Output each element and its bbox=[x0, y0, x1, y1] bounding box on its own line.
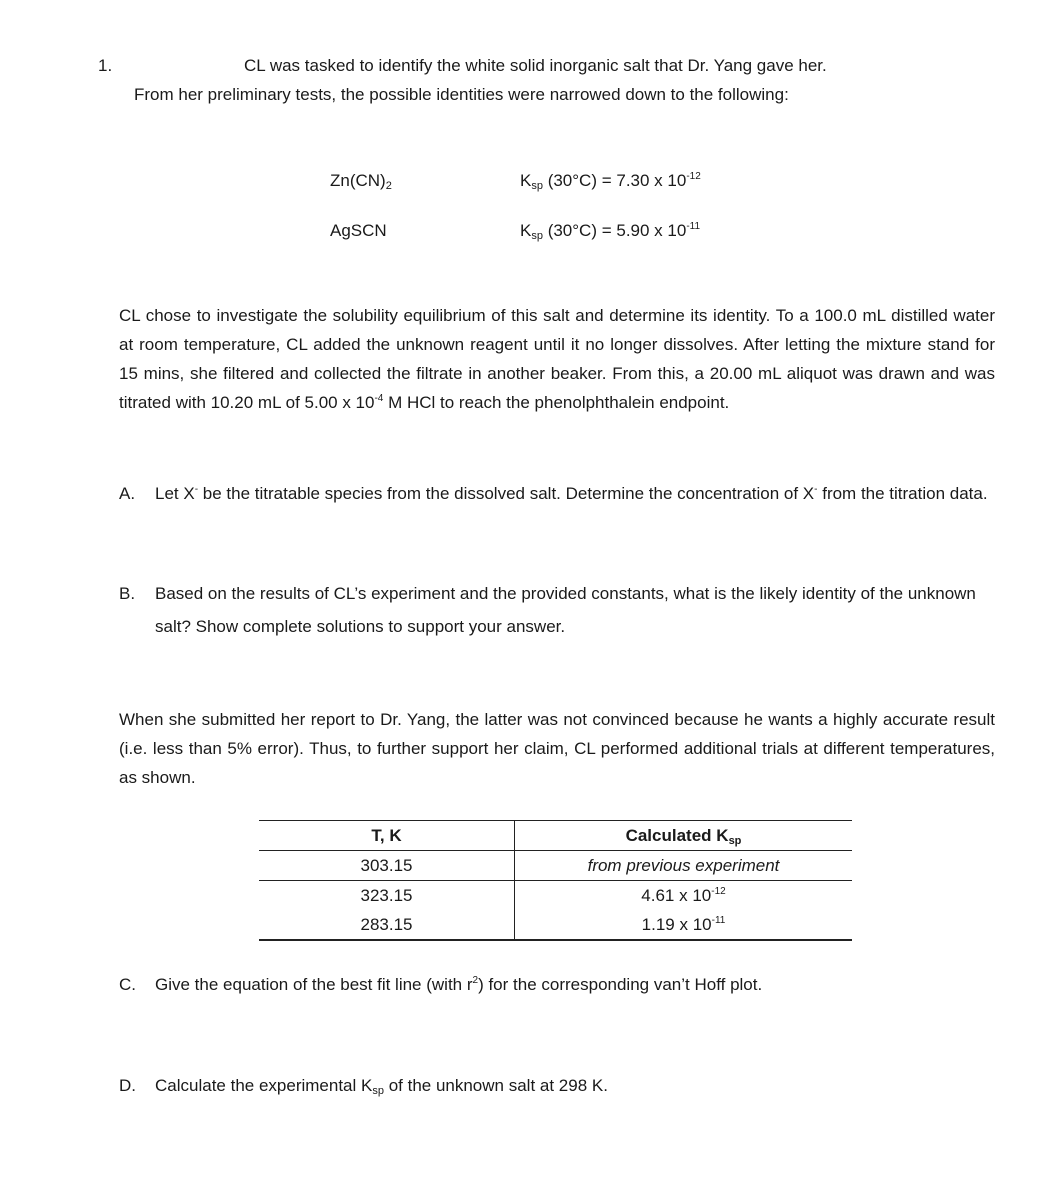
table-cell-ksp: from previous experiment bbox=[515, 851, 853, 881]
salt-ksp-zinc-cyanide: $K_{sp}$ (30°C) = 7.30 x $10^{-12}$ bbox=[520, 171, 701, 192]
table-header-row bbox=[259, 821, 852, 851]
table-cell-ksp: 4.61 x $10^{-12}$ bbox=[641, 886, 726, 905]
question-d-text: Calculate the experimental $K_{sp}$ of the unknown salt at 298 K. bbox=[155, 1076, 608, 1097]
table-row bbox=[259, 910, 852, 940]
question-c-label: C. bbox=[119, 975, 136, 994]
question-d-label: D. bbox=[119, 1076, 136, 1095]
question-c-text: Give the equation of the best fit line (with $r^2$) for the corresponding van’t Hoff plot. bbox=[155, 975, 763, 994]
procedure-paragraph: CL chose to investigate the solubility equilibrium of this salt and determine its identity. To a 100.0 mL distilled water at room temperature, CL added the unknown reagent until it no longer dissolves. After letting the mixture stand for 15 mins, she filtered and collected the filtrate in another beaker. From this, a 20.00 mL aliquot was drawn and was titrated with 10.20 mL of 5.00 x $10^{-4}$ M HCl to reach the phenolphthalein endpoint. bbox=[119, 306, 995, 412]
ksp-temperature-table bbox=[259, 820, 852, 941]
table-cell-temperature: 283.15 bbox=[259, 910, 515, 940]
question-b-label: B. bbox=[119, 584, 136, 603]
table-cell-ksp: 1.19 x $10^{-11}$ bbox=[515, 910, 853, 940]
salt-formula-zinc-cyanide: $Zn(CN)_2$ bbox=[330, 171, 392, 192]
table-cell-temperature: 323.15 bbox=[259, 881, 515, 911]
table-header-ksp: Calculated $K_{sp}$ bbox=[515, 821, 853, 851]
salt-ksp-silver-thiocyanate: $K_{sp}$ (30°C) = 5.90 x $10^{-11}$ bbox=[520, 221, 701, 242]
table-row bbox=[259, 851, 852, 881]
salt-formula-silver-thiocyanate: AgSCN bbox=[330, 221, 387, 240]
followup-paragraph: When she submitted her report to Dr. Yang, the latter was not convinced because he wants a highly accurate result (i.e. less than 5% error). Thus, to further support her claim, CL performed additional trials at different temperatures, as shown. bbox=[119, 710, 995, 787]
question-b-text: Based on the results of CL’s experiment and the provided constants, what is the likely identity of the unknown salt? Show complete solutions to support your answer. bbox=[155, 584, 976, 636]
table-header-temperature: T, K bbox=[259, 821, 515, 851]
question-number: 1. bbox=[98, 56, 113, 75]
question-a-text: Let X- be the titratable species from the dissolved salt. Determine the concentration of X- from the titration data. bbox=[155, 484, 988, 503]
question-a-label: A. bbox=[119, 484, 136, 503]
table-row bbox=[259, 881, 852, 911]
intro-line-1: CL was tasked to identify the white solid inorganic salt that Dr. Yang gave her. bbox=[244, 56, 827, 75]
table-cell-temperature: 303.15 bbox=[259, 851, 515, 881]
intro-line-2: From her preliminary tests, the possible identities were narrowed down to the following: bbox=[134, 85, 789, 104]
